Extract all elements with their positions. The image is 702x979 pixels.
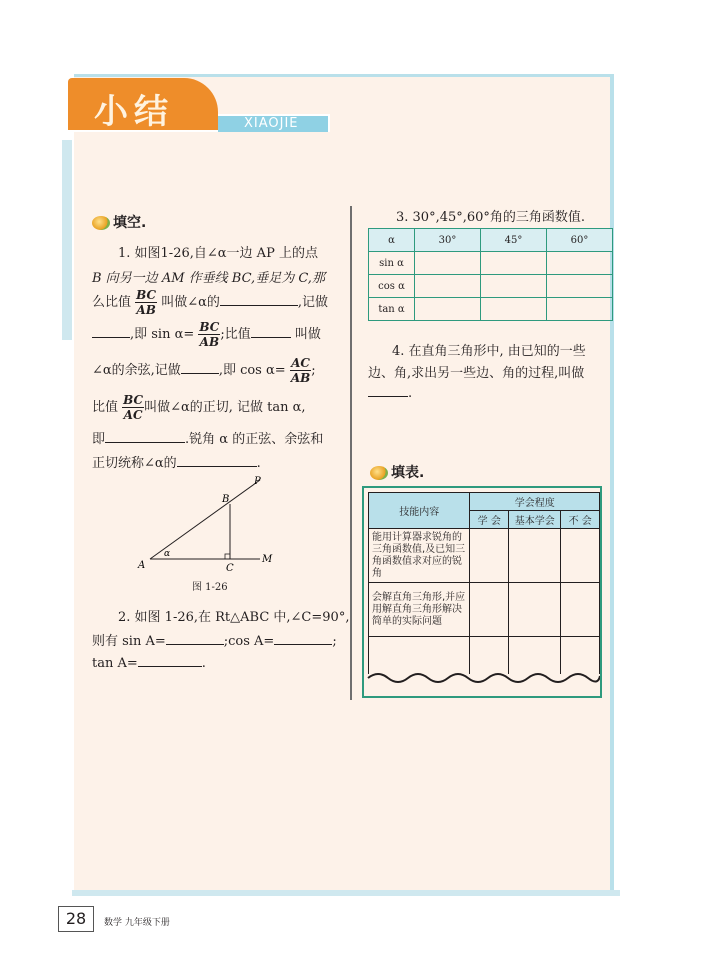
section-badge-icon [370, 466, 388, 480]
blank-tan-formula[interactable] [105, 428, 185, 443]
ray-ap [150, 480, 260, 559]
fraction-ac-ab: $\frac{AC}{AB}$ [290, 356, 311, 385]
q2-line2: 则有 sin A= ;cos A= ; [92, 630, 337, 649]
blank-solve-triangle[interactable] [368, 382, 408, 397]
page-title: 小结 [94, 92, 174, 132]
trig-cell[interactable] [415, 298, 481, 321]
trig-row-tan: tan α [369, 298, 415, 321]
label-p: P [254, 476, 261, 487]
q1-line5: ∠α的余弦,记做 ,即 cos α= $\frac{AC}{AB}$ ; [92, 356, 316, 385]
skill-table-frame [362, 486, 602, 698]
fill-table-heading: 填表. [370, 462, 424, 482]
degree-col-header: 学会程度 [470, 493, 600, 511]
trig-cell[interactable] [415, 275, 481, 298]
trig-header-60: 60° [547, 229, 613, 252]
label-m: M [262, 554, 273, 565]
book-title: 数学 九年级下册 [104, 918, 170, 928]
q1-line4: ,即 sin α= $\frac{BC}{AB}$ ;比值 叫做 [92, 320, 321, 349]
fill-blank-heading: 填空. [92, 212, 146, 232]
q4-line1: 4. 在直角三角形中, 由已知的一些 [392, 344, 586, 359]
trig-cell[interactable] [481, 252, 547, 275]
page-subtitle: XIAOJIE [244, 116, 299, 131]
level-not: 不 会 [561, 511, 600, 529]
trig-header-alpha: α [369, 229, 415, 252]
q1-line1: 1. 如图1-26,自∠α一边 AP 上的点 [118, 246, 318, 261]
q1-line6: 比值 $\frac{BC}{AC}$ 叫做∠α的正切, 记做 tan α, [92, 393, 306, 422]
blank-sin-a[interactable] [166, 630, 224, 645]
level-learned: 学 会 [470, 511, 509, 529]
page-edge-decoration [62, 140, 72, 340]
trig-header-45: 45° [481, 229, 547, 252]
skill-cell[interactable] [470, 583, 509, 637]
skill-col-header: 技能内容 [369, 493, 470, 529]
skill-row-1: 能用计算器求锐角的三角函数值,及已知三角函数值求对应的锐角 [369, 529, 470, 583]
fraction-bc-ac: $\frac{BC}{AC}$ [123, 393, 144, 422]
trig-cell[interactable] [481, 275, 547, 298]
column-divider [350, 206, 352, 700]
label-b: B [222, 494, 230, 505]
label-a: A [138, 560, 146, 571]
fraction-bc-ab-2: $\frac{BC}{AB}$ [199, 320, 220, 349]
skill-row-2: 会解直角三角形,并应用解直角三角形解决简单的实际问题 [369, 583, 470, 637]
skill-cell[interactable] [509, 583, 561, 637]
trig-cell[interactable] [415, 252, 481, 275]
trig-row-sin: sin α [369, 252, 415, 275]
figure-caption: 图 1-26 [192, 582, 228, 593]
q1-line8: 正切统称∠α的 . [92, 452, 261, 471]
skill-cell[interactable] [470, 529, 509, 583]
skill-cell[interactable] [509, 529, 561, 583]
q4-line3: . [368, 382, 412, 401]
q3-text: 3. 30°,45°,60°角的三角函数值. [396, 210, 586, 225]
blank-sine-notation[interactable] [92, 323, 130, 338]
q1-line7: 即 .锐角 α 的正弦、余弦和 [92, 428, 323, 447]
figure-1-26 [136, 474, 286, 574]
trig-header-30: 30° [415, 229, 481, 252]
level-basic: 基本学会 [509, 511, 561, 529]
blank-cos-ratio[interactable] [251, 323, 291, 338]
fraction-bc-ab: $\frac{BC}{AB}$ [136, 288, 157, 317]
section-badge-icon [92, 216, 110, 230]
blank-cos-a[interactable] [274, 630, 332, 645]
q2-line1: 2. 如图 1-26,在 Rt△ABC 中,∠C=90°, [118, 610, 350, 625]
q2-line3: tan A= . [92, 652, 206, 671]
wavy-tear-edge [364, 666, 600, 696]
skill-cell[interactable] [561, 529, 600, 583]
blank-trig-functions[interactable] [177, 452, 257, 467]
trig-cell[interactable] [481, 298, 547, 321]
trig-row-cos: cos α [369, 275, 415, 298]
right-angle-mark [225, 554, 230, 559]
q4-line2: 边、角,求出另一些边、角的过程,叫做 [368, 366, 585, 381]
blank-cos-notation[interactable] [181, 359, 219, 374]
blank-sine-name[interactable] [220, 291, 298, 306]
trig-cell[interactable] [547, 252, 613, 275]
blank-tan-a[interactable] [138, 652, 202, 667]
label-alpha: α [164, 549, 171, 559]
trig-cell[interactable] [547, 275, 613, 298]
q1-line3: 么比值 $\frac{BC}{AB}$ 叫做∠α的 ,记做 [92, 288, 329, 317]
page-number: 28 [58, 906, 94, 932]
trig-values-table [368, 228, 613, 321]
trig-cell[interactable] [547, 298, 613, 321]
label-c: C [226, 563, 234, 574]
q1-line2: B 向另一边 AM 作垂线 BC,垂足为 C,那 [92, 271, 325, 286]
skill-cell[interactable] [561, 583, 600, 637]
page-edge-decoration-bottom [72, 890, 620, 896]
